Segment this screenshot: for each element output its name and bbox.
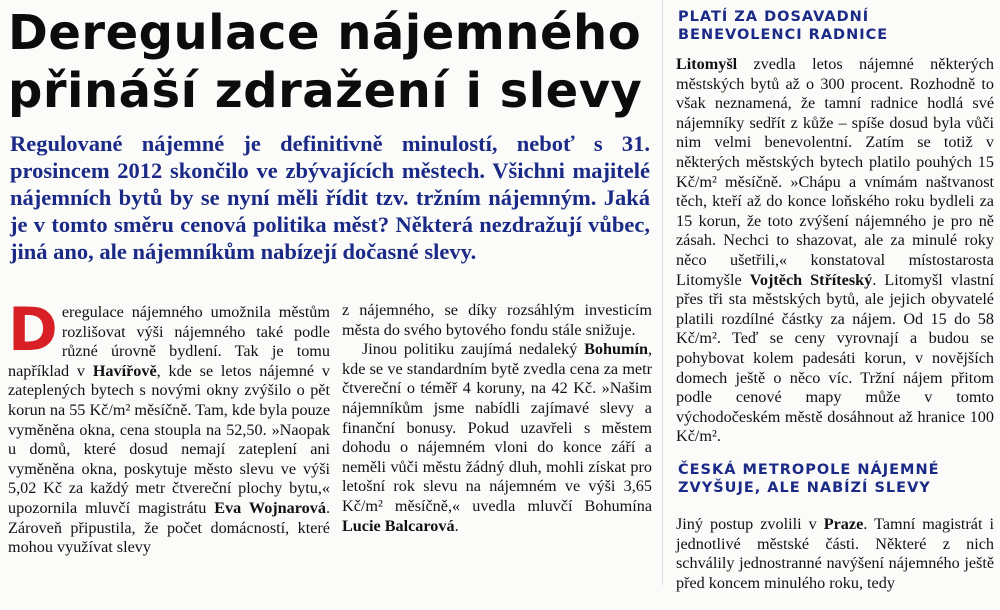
text-segment: . Zároveň připustila, že počet domácností, které mohou využívat slevy [8,498,330,557]
bold-name-balcarova: Lucie Balcarová [342,516,455,535]
bold-place-praha: Praze [823,515,864,534]
column-2-paragraph-2 [342,340,652,536]
bold-name-wojnarova: Eva Wojnarová [214,498,326,517]
column-2 [342,301,652,536]
text-segment: . [454,516,459,535]
column-divider [662,0,663,585]
text-segment: , kde se ve standardním bytě zvedla cena za metr čtvereční o téměř 4 koruny, na 42 Kč. »Našim nájemníkům jsme nabídli zajímavé slevy a finanční bonusy. Pokud uzavřeli s městem dohodu o nájemném vloni do konce září a neměli vůči městu žádný dluh, mohli získat pro letošní rok slevu na nájemném ve výši 3,65 Kč/m² měsíčně,« uvedla mluvčí Bohumína [342,340,652,515]
bold-name-stritesky: Vojtěch Stříteský [749,270,873,289]
bold-place-havirov: Havířově [92,361,157,380]
sidebar-column-2 [676,499,994,610]
text-segment: . Tamní magistrát i jednotlivé městské části. Některé z nich schválily jednostranné navýšení nájemného ještě před koncem minulého roku, tedy [676,515,994,592]
article-lead: Regulované nájemné je definitivně minulostí, neboť s 31. prosincem 2012 skončilo ve zbývajících městech. Všichni majitelé nájemních bytů by se nyní měli řídit tzv. tržním nájemným. Jaká je v tomto směru cenová politika měst? Některá nezdražují vůbec, jiná ano, ale nájemníkům nabízejí dočasné slevy. [10,131,650,264]
sidebar-heading-litomysl: PLATÍ ZA DOSAVADNÍ BENEVOLENCI RADNICE [678,9,889,43]
text-segment: . Litomyšl vlastní přes tři sta městských bytů, ale jejich obyvatelé platili rozdílné částky za nájem. Od 15 do 58 Kč/m². Teď se ceny vyrovnají a budou se pohybovat kolem padesáti korun, v novějších domech ještě o něco víc. Tržní nájem přitom podle cenové mapy může v tomto východočeském městě dosáhnout až hranice 100 Kč/m². [676,270,994,446]
text-segment: zvedla letos nájemné některých městských bytů až o 300 procent. Rozhodně to však neznamená, že tamní radnice hodlá své nájemníky sedřít z kůže – spíše dosud byla vůči nim velmi benevolentní. Zatím se totiž v některých městských bytech platilo pouhých 15 Kč/m² měsíčně. »Chápu a vnímám naštvanost těch, kteří až do konce loňského roku bydleli za 15 korun, že toto zvýšení nájemného je pro ně zásah. Nechci to shazovat, ale za minulé roky něco ušetřili,« konstatoval místostarosta Litomyšle [676,55,994,289]
bold-place-bohumin: Bohumín [584,340,648,359]
sidebar-heading-praha: ČESKÁ METROPOLE NÁJEMNÉ ZVYŠUJE, ALE NABÍZÍ SLEVY [678,462,940,496]
sidebar-paragraph-2 [676,515,994,593]
text-segment: Jiný postup zvolili v [676,515,824,534]
article-headline: Deregulace nájemného přináší zdražení i slevy [8,5,643,119]
text-segment: Jinou politiku zaujímá nedaleký [362,340,585,359]
bold-place-litomysl: Litomyšl [676,55,738,73]
sidebar-paragraph-1 [676,55,994,447]
drop-cap: D [8,295,58,365]
text-segment: eregulace nájemného umožnila městům rozlišovat výši nájemného také podle různé úrovně bydlení. Tak je tomu například v [8,303,330,380]
sidebar-column [676,55,994,447]
text-segment: , kde se letos nájemné v zateplených bytech s novými okny zvýšilo o pět korun na 55 Kč/m² měsíčně. Tam, kde byla pouze vyměněna okna, cena stoupla na 52,50. »Naopak u domů, které dosud nemají zateplení ani vyměněna okna, poskytuje město slevu ve výši 5,02 Kč za každý metr čtvereční plochy bytu,« upozornila mluvčí magistrátu [8,361,330,517]
column-1 [8,295,330,558]
column-1-paragraph [8,295,330,558]
column-2-paragraph-1: z nájemného, se díky rozsáhlým investicím města do svého bytového fondu stále snižuje. [342,301,652,339]
